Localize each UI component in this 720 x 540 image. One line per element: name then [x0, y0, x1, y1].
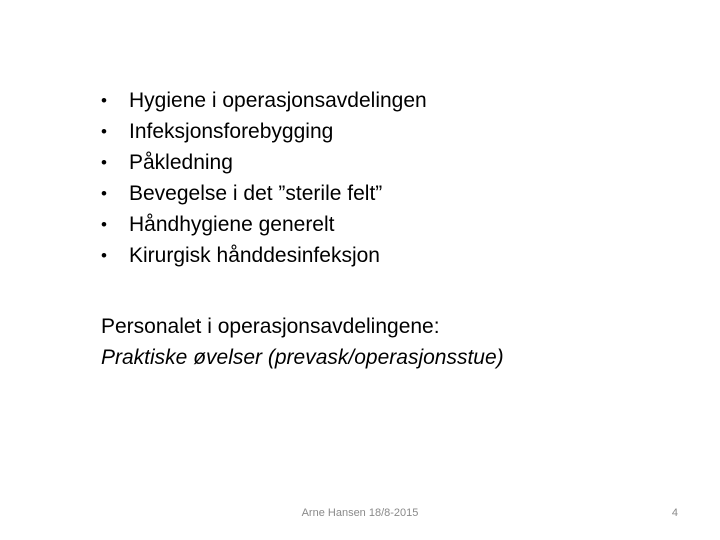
bullet-text: Hygiene i operasjonsavdelingen — [129, 89, 427, 112]
staff-note — [101, 311, 504, 373]
bullet-text: Bevegelse i det ”sterile felt” — [129, 182, 383, 205]
bullet-item — [101, 240, 427, 271]
bullet-item — [101, 178, 427, 209]
bullet-list — [101, 85, 427, 271]
bullet-item — [101, 209, 427, 240]
page-number: 4 — [671, 507, 678, 519]
bullet-text: Infeksjonsforebygging — [129, 120, 334, 143]
bullet-icon: • — [101, 246, 107, 265]
bullet-icon: • — [101, 153, 107, 172]
bullet-icon: • — [101, 184, 107, 203]
bullet-text: Håndhygiene generelt — [129, 213, 335, 236]
bullet-text: Påkledning — [129, 151, 233, 174]
footer-author-date: Arne Hansen 18/8-2015 — [301, 507, 419, 519]
bullet-item — [101, 147, 427, 178]
note-practical-exercises: Praktiske øvelser (prevask/operasjonsstue) — [101, 346, 504, 369]
note-heading: Personalet i operasjonsavdelingene: — [101, 315, 440, 338]
bullet-icon: • — [101, 215, 107, 234]
bullet-item — [101, 85, 427, 116]
bullet-icon: • — [101, 122, 107, 141]
bullet-icon: • — [101, 91, 107, 110]
bullet-item — [101, 116, 427, 147]
bullet-text: Kirurgisk hånddesinfeksjon — [129, 244, 380, 267]
